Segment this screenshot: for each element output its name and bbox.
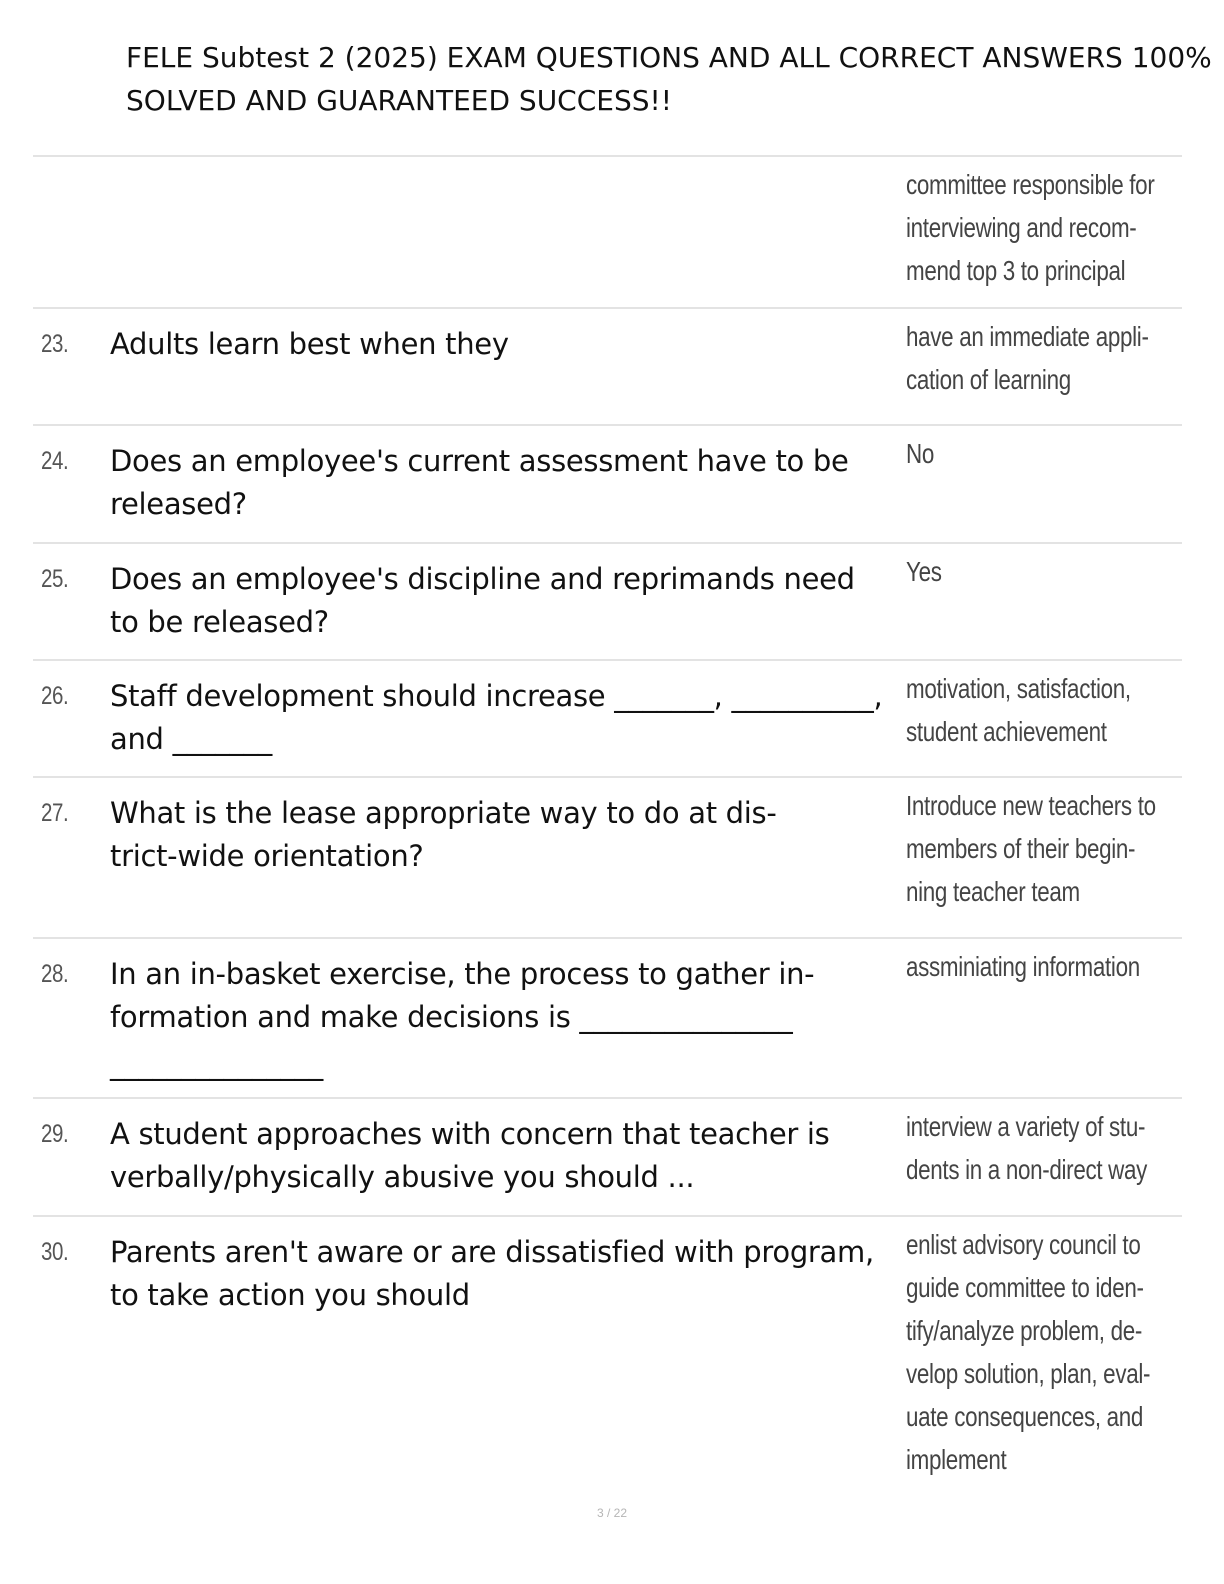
question-number: 26.: [41, 682, 69, 710]
answer-line: motivation, satisfaction,: [906, 673, 1131, 704]
question-line: _______________: [110, 1047, 324, 1081]
answer-line: guide committee to iden-: [906, 1272, 1144, 1303]
answer-line: implement: [906, 1444, 1007, 1475]
answer-line: velop solution, plan, eval-: [906, 1358, 1151, 1389]
answer-line: interviewing and recom-: [906, 212, 1137, 243]
question-number: 25.: [41, 565, 69, 593]
question-line: Does an employee's current assessment have to be: [110, 444, 849, 478]
answer-line: tify/analyze problem, de-: [906, 1315, 1143, 1346]
answer-line: ning teacher team: [906, 876, 1080, 907]
flashcard-row: [33, 542, 1182, 659]
answer-text: [906, 432, 1206, 475]
answer-line: dents in a non-direct way: [906, 1154, 1148, 1185]
question-line: and _______: [110, 722, 272, 756]
question-line: Adults learn best when they: [110, 327, 509, 361]
flashcard-row: [33, 155, 1182, 307]
answer-line: interview a variety of stu-: [906, 1111, 1146, 1142]
question-text: [110, 1113, 900, 1199]
answer-line: student achievement: [906, 716, 1107, 747]
question-text: [110, 953, 900, 1086]
flashcard-row: [33, 424, 1182, 542]
question-line: formation and make decisions is _______________: [110, 1000, 793, 1034]
question-number: 30.: [41, 1238, 69, 1266]
document-title: [126, 36, 1224, 122]
answer-text: [906, 667, 1206, 753]
flashcard-row: [33, 307, 1182, 424]
question-line: Staff development should increase _______, __________,: [110, 679, 883, 713]
answer-text: [906, 1223, 1206, 1481]
question-text: [110, 323, 900, 366]
answer-text: [906, 163, 1206, 292]
flashcard-row: [33, 659, 1182, 776]
answer-line: Yes: [906, 556, 942, 587]
answer-line: Introduce new teachers to: [906, 790, 1156, 821]
question-line: trict-wide orientation?: [110, 839, 424, 873]
question-number: 29.: [41, 1120, 69, 1148]
question-line: What is the lease appropriate way to do at dis-: [110, 796, 777, 830]
answer-text: [906, 550, 1206, 593]
answer-text: [906, 315, 1206, 401]
answer-line: assminiating information: [906, 951, 1140, 982]
answer-line: mend top 3 to principal: [906, 255, 1126, 286]
document-title-line-2: SOLVED AND GUARANTEED SUCCESS!!: [126, 84, 672, 117]
flashcard-row: [33, 1215, 1182, 1495]
question-line: Parents aren't aware or are dissatisfied with program,: [110, 1235, 874, 1269]
question-line: verbally/physically abusive you should ...: [110, 1160, 695, 1194]
flashcard-row: [33, 937, 1182, 1097]
question-line: In an in-basket exercise, the process to gather in-: [110, 957, 815, 991]
question-text: [110, 1231, 900, 1317]
page-indicator: 3 / 22: [596, 1506, 628, 1520]
answer-line: uate consequences, and: [906, 1401, 1144, 1432]
question-number: 24.: [41, 447, 69, 475]
question-line: Does an employee's discipline and reprimands need: [110, 562, 855, 596]
answer-line: committee responsible for: [906, 169, 1155, 200]
answer-text: [906, 945, 1206, 988]
question-text: [110, 792, 900, 878]
question-number: 28.: [41, 960, 69, 988]
answer-line: No: [906, 438, 934, 469]
question-line: released?: [110, 487, 247, 521]
question-line: A student approaches with concern that teacher is: [110, 1117, 830, 1151]
question-text: [110, 440, 900, 526]
answer-line: enlist advisory council to: [906, 1229, 1141, 1260]
answer-line: members of their begin-: [906, 833, 1136, 864]
document-title-line-1: FELE Subtest 2 (2025) EXAM QUESTIONS AND ALL CORRECT ANSWERS 100%: [126, 41, 1212, 74]
question-text: [110, 558, 900, 644]
answer-line: cation of learning: [906, 364, 1071, 395]
question-text: [110, 675, 900, 761]
question-number: 27.: [41, 799, 69, 827]
answer-text: [906, 784, 1206, 913]
answer-line: have an immediate appli-: [906, 321, 1149, 352]
question-line: to take action you should: [110, 1278, 470, 1312]
question-line: to be released?: [110, 605, 329, 639]
flashcard-list: [33, 155, 1182, 1495]
flashcard-row: [33, 1097, 1182, 1215]
flashcard-row: [33, 776, 1182, 937]
answer-text: [906, 1105, 1206, 1191]
question-number: 23.: [41, 330, 69, 358]
